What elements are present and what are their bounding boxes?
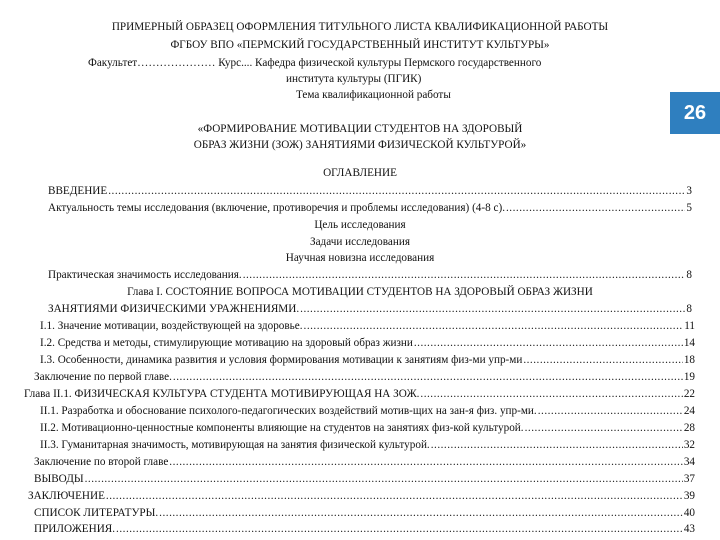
header-line-5: Тема квалификационной работы bbox=[296, 89, 451, 101]
toc-row-s12 bbox=[40, 336, 695, 350]
toc-entry-text: ВВЕДЕНИЕ bbox=[48, 185, 108, 197]
toc-entry-text: Практическая значимость исследования. bbox=[48, 269, 242, 281]
toc-entry-page: 8 bbox=[686, 303, 692, 315]
toc-dots bbox=[169, 455, 683, 469]
toc-dots bbox=[159, 506, 683, 520]
toc-dots bbox=[106, 489, 683, 503]
toc-entry-text: ПРИЛОЖЕНИЯ. bbox=[34, 523, 116, 535]
header-line-3: Факультет………………… Курс.... Кафедра физической культуры Пермского государственного bbox=[88, 57, 542, 69]
toc-entry-text: II.1. Разработка и обоснование психолого-педагогических воздействий мотив-щих на зан-я физ. упр-ми. bbox=[40, 405, 537, 417]
topic-line-2: ОБРАЗ ЖИЗНИ (ЗОЖ) ЗАНЯТИЯМИ ФИЗИЧЕСКОЙ КУЛЬТУРОЙ» bbox=[193, 139, 527, 151]
toc-entry-page: 43 bbox=[683, 523, 695, 535]
toc-dots bbox=[304, 319, 684, 333]
toc-goal: Цель исследования bbox=[314, 219, 406, 231]
toc-row-conclusion-2 bbox=[34, 455, 695, 469]
toc-dots bbox=[108, 184, 685, 198]
toc-entry-text: Актуальность темы исследования (включение, противоречия и проблемы исследования) (4-8 с). bbox=[48, 202, 505, 214]
toc-row-appendix bbox=[34, 522, 695, 536]
toc-entry-page: 32 bbox=[683, 439, 695, 451]
toc-row-practical bbox=[48, 268, 692, 282]
toc-entry-text: II.3. Гуманитарная значимость, мотивирующая на занятия физической культурой. bbox=[40, 439, 430, 451]
toc-dots bbox=[173, 370, 683, 384]
toc-entry-page: 37 bbox=[683, 473, 695, 485]
toc-row-conclusion bbox=[28, 489, 695, 503]
toc-dots bbox=[525, 421, 683, 435]
toc-row-chapter-1 bbox=[48, 302, 692, 316]
toc-novelty: Научная новизна исследования bbox=[285, 252, 435, 264]
toc-row-findings bbox=[34, 472, 695, 486]
toc-entry-text: Заключение по первой главе. bbox=[34, 371, 172, 383]
toc-heading: ОГЛАВЛЕНИЕ bbox=[323, 167, 397, 179]
toc-row-s23 bbox=[40, 438, 695, 452]
toc-entry-page: 28 bbox=[683, 422, 695, 434]
toc-dots bbox=[116, 522, 683, 536]
page-number-badge: 26 bbox=[670, 92, 720, 134]
toc-entry-page: 19 bbox=[683, 371, 695, 383]
toc-row-chapter-2 bbox=[24, 387, 695, 401]
header-line-4: института культуры (ПГИК) bbox=[286, 73, 422, 85]
toc-entry-text: СПИСОК ЛИТЕРАТУРЫ. bbox=[34, 507, 159, 519]
header-line-2: ФГБОУ ВПО «ПЕРМСКИЙ ГОСУДАРСТВЕННЫЙ ИНСТИТУТ КУЛЬТУРЫ» bbox=[170, 39, 550, 51]
toc-entry-text: ВЫВОДЫ bbox=[34, 473, 84, 485]
toc-entry-page: 24 bbox=[683, 405, 695, 417]
topic-line-1: «ФОРМИРОВАНИЕ МОТИВАЦИИ СТУДЕНТОВ НА ЗДОРОВЫЙ bbox=[197, 123, 523, 135]
toc-dots bbox=[243, 268, 686, 282]
toc-row-literature bbox=[34, 506, 695, 520]
toc-entry-page: 8 bbox=[686, 269, 692, 281]
toc-row-relevance bbox=[48, 201, 692, 215]
toc-entry-text: I.2. Средства и методы, стимулирующие мотивацию на здоровый образ жизни bbox=[40, 337, 413, 349]
toc-dots bbox=[85, 472, 683, 486]
toc-row-intro bbox=[48, 184, 692, 198]
toc-row-s11 bbox=[40, 319, 695, 333]
toc-row-s13 bbox=[40, 353, 695, 367]
toc-dots bbox=[431, 438, 683, 452]
toc-entry-page: 5 bbox=[686, 202, 692, 214]
toc-entry-page: 39 bbox=[683, 490, 695, 502]
toc-entry-page: 34 bbox=[683, 456, 695, 468]
toc-entry-text: Заключение по второй главе bbox=[34, 456, 169, 468]
toc-entry-text: Глава II.1. ФИЗИЧЕСКАЯ КУЛЬТУРА СТУДЕНТА МОТИВИРУЮЩАЯ НА ЗОЖ. bbox=[24, 388, 420, 400]
toc-dots bbox=[420, 387, 682, 401]
toc-entry-page: 3 bbox=[686, 185, 692, 197]
toc-row-s22 bbox=[40, 421, 695, 435]
toc-entry-text: ЗАКЛЮЧЕНИЕ bbox=[28, 490, 105, 502]
toc-entry-page: 18 bbox=[683, 354, 695, 366]
toc-entry-page: 40 bbox=[683, 507, 695, 519]
toc-entry-page: 22 bbox=[683, 388, 695, 400]
toc-dots bbox=[300, 302, 685, 316]
toc-entry-text: I.1. Значение мотивации, воздействующей на здоровье. bbox=[40, 320, 303, 332]
toc-row-s21 bbox=[40, 404, 695, 418]
toc-dots bbox=[414, 336, 683, 350]
toc-entry-page: 14 bbox=[683, 337, 695, 349]
toc-row-conclusion-1 bbox=[34, 370, 695, 384]
toc-entry-page: 11 bbox=[684, 320, 695, 332]
toc-dots bbox=[506, 201, 685, 215]
toc-entry-text: I.3. Особенности, динамика развития и условия формирования мотивации к занятиям физ-ми упр-ми bbox=[40, 354, 523, 366]
toc-tasks: Задачи исследования bbox=[309, 236, 410, 248]
toc-entry-text: II.2. Мотивационно-ценностные компоненты влияющие на студентов на занятиях физ-кой культурой. bbox=[40, 422, 524, 434]
toc-entry-text: ЗАНЯТИЯМИ ФИЗИЧЕСКИМИ УРАЖНЕНИЯМИ. bbox=[48, 303, 300, 315]
toc-dots bbox=[538, 404, 683, 418]
toc-chapter-1-line-1: Глава I. СОСТОЯНИЕ ВОПРОСА МОТИВАЦИИ СТУДЕНТОВ НА ЗДОРОВЫЙ ОБРАЗ ЖИЗНИ bbox=[127, 286, 593, 298]
toc-dots bbox=[523, 353, 682, 367]
header-line-1: ПРИМЕРНЫЙ ОБРАЗЕЦ ОФОРМЛЕНИЯ ТИТУЛЬНОГО ЛИСТА КВАЛИФИКАЦИОННОЙ РАБОТЫ bbox=[111, 21, 609, 33]
